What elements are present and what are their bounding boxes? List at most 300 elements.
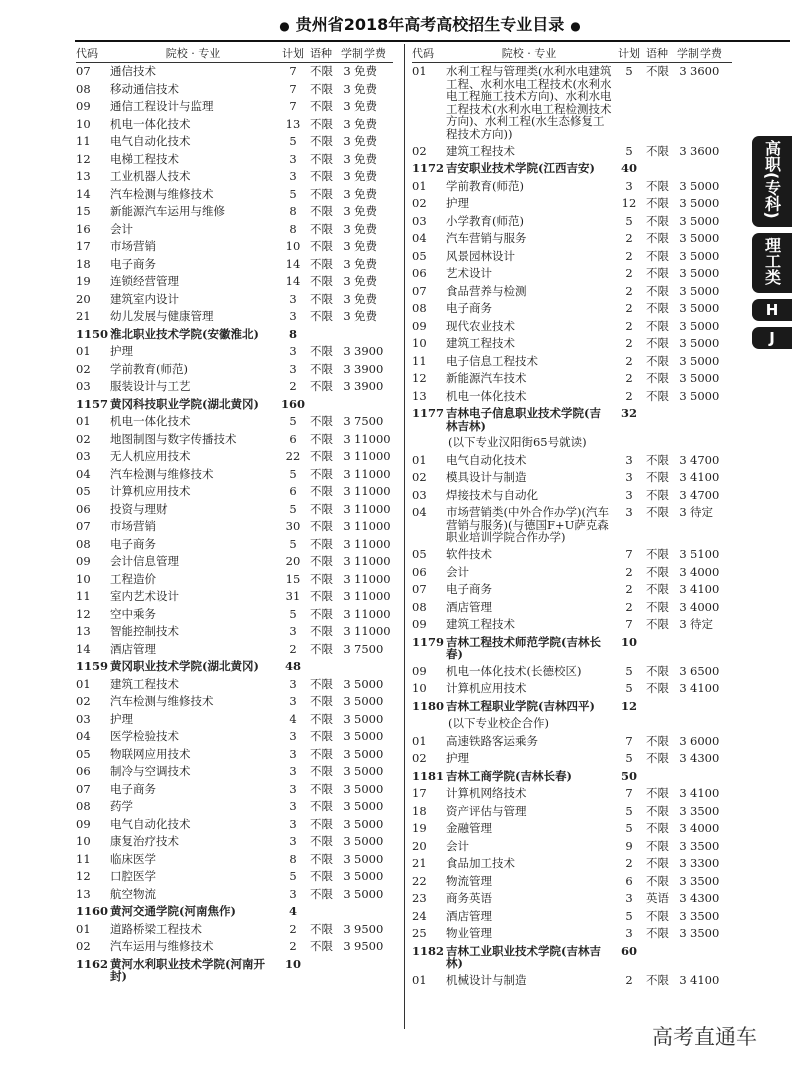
row-fee: 免费 (354, 291, 377, 306)
table-row (76, 168, 393, 186)
table-row (412, 890, 732, 908)
row-code: 06 (412, 564, 427, 579)
row-years: 3 (679, 388, 687, 403)
table-row (76, 518, 393, 536)
table-row (412, 265, 732, 283)
row-plan: 3 (289, 781, 297, 796)
table-row (76, 151, 393, 169)
row-lang: 不限 (310, 221, 333, 236)
row-code: 07 (76, 781, 91, 796)
row-lang: 不限 (646, 64, 669, 78)
table-row (76, 938, 393, 956)
row-code: 05 (76, 484, 91, 498)
row-years: 3 (679, 266, 687, 281)
row-years: 3 (343, 81, 351, 96)
column-divider (404, 44, 405, 1029)
row-plan: 3 (289, 694, 297, 708)
row-years: 3 (343, 519, 351, 533)
row-plan: 3 (625, 178, 633, 193)
row-name: 口腔医学 (110, 869, 156, 883)
table-row (76, 868, 393, 886)
table-row (412, 820, 732, 838)
row-name: 吉林工程技术师范学院(吉林长春) (446, 634, 601, 662)
row-name: (以下专业校企合作) (448, 716, 549, 731)
row-name: 机电一体化技术 (110, 414, 191, 428)
row-code: 05 (76, 746, 91, 761)
row-code: 19 (76, 274, 91, 288)
row-code: 09 (412, 617, 427, 632)
row-code: 1179 (412, 634, 445, 649)
row-code: 01 (76, 921, 91, 936)
row-fee: 4100 (690, 681, 720, 696)
row-plan: 5 (289, 414, 297, 428)
row-plan: 60 (620, 943, 637, 958)
row-fee: 11000 (354, 624, 391, 638)
row-plan: 14 (285, 274, 301, 288)
row-name: 会计 (446, 838, 469, 853)
row-lang: 不限 (646, 178, 669, 193)
row-lang: 不限 (646, 143, 669, 158)
table-row (76, 676, 393, 694)
header-years: 学制 (341, 47, 363, 60)
row-fee: 4100 (690, 972, 720, 987)
school-row (76, 396, 393, 414)
row-plan: 40 (620, 161, 637, 176)
table-row (76, 483, 393, 501)
row-plan: 5 (625, 751, 633, 766)
row-plan: 20 (285, 554, 301, 568)
row-name: 建筑工程技术 (446, 336, 515, 351)
row-name: 现代农业技术 (446, 318, 515, 333)
row-lang: 不限 (310, 81, 333, 96)
row-lang: 不限 (310, 729, 333, 743)
row-fee: 免费 (354, 309, 377, 323)
row-years: 3 (343, 449, 351, 463)
row-lang: 不限 (646, 663, 669, 678)
row-years: 3 (679, 64, 687, 78)
row-code: 11 (76, 851, 91, 866)
header-years: 学制 (677, 47, 699, 60)
side-tabs (752, 136, 800, 349)
school-row (412, 160, 732, 178)
row-name: 电子商务 (446, 301, 492, 316)
table-row (76, 256, 393, 274)
row-plan: 3 (289, 291, 297, 306)
row-name: 软件技术 (446, 547, 492, 562)
row-years: 3 (343, 344, 351, 358)
row-years: 3 (343, 291, 351, 306)
row-years: 3 (679, 838, 687, 853)
row-name: 黄河水利职业技术学院(河南开封) (110, 956, 265, 984)
row-fee: 4100 (690, 786, 720, 801)
row-code: 02 (412, 143, 427, 158)
school-row (76, 326, 393, 344)
row-years: 3 (343, 799, 351, 813)
row-code: 1181 (412, 768, 445, 783)
row-name: 电气自动化技术 (110, 816, 191, 831)
table-row (412, 564, 732, 582)
tab-letter-h[interactable]: H (752, 299, 792, 321)
row-plan: 2 (625, 582, 633, 597)
row-lang: 不限 (646, 926, 669, 941)
row-lang: 不限 (310, 466, 333, 481)
row-lang: 不限 (310, 501, 333, 516)
row-lang: 不限 (310, 344, 333, 358)
table-row (412, 581, 732, 599)
row-fee: 免费 (354, 256, 377, 271)
row-name: 机械设计与制造 (446, 972, 527, 987)
row-code: 10 (412, 336, 427, 351)
row-code: 11 (412, 353, 427, 368)
row-fee: 5000 (354, 834, 384, 848)
row-plan: 3 (289, 676, 297, 691)
table-row (412, 855, 732, 873)
row-lang: 不限 (310, 746, 333, 761)
table-row (76, 273, 393, 291)
row-code: 02 (76, 694, 91, 708)
row-lang: 不限 (646, 248, 669, 263)
row-name: 市场营销类(中外合作办学)(汽车营销与服务)(与德国F+U萨克森职业培训学院合作办学) (446, 505, 609, 545)
row-lang: 不限 (310, 379, 333, 393)
table-row (76, 921, 393, 939)
row-code: 15 (76, 204, 91, 218)
row-fee: 6500 (690, 663, 720, 678)
row-name: 道路桥梁工程技术 (110, 921, 202, 936)
row-code: 03 (412, 487, 427, 502)
row-name: 淮北职业技术学院(安徽淮北) (110, 326, 259, 341)
table-row (412, 335, 732, 353)
table-row (76, 746, 393, 764)
row-plan: 3 (625, 487, 633, 502)
row-name: 水利工程与管理类(水利水电建筑工程、水利水电工程技术(水利水电工程施工技术方向)、水利水电工程技术(水利水电工程检测技术方向)、水利工程(水生态修复工程技术方向)) (446, 64, 612, 141)
row-lang: 不限 (646, 856, 669, 871)
tab-gaozhi[interactable]: 高职(专科) (752, 136, 792, 227)
row-fee: 免费 (354, 274, 377, 288)
row-years: 3 (679, 599, 687, 614)
row-plan: 2 (625, 283, 633, 298)
row-name: 高速铁路客运乘务 (446, 733, 538, 748)
row-lang: 不限 (646, 266, 669, 281)
row-fee: 5000 (354, 711, 384, 726)
table-row (76, 203, 393, 221)
row-code: 09 (76, 99, 91, 113)
table-row (412, 195, 732, 213)
row-fee: 5000 (354, 781, 384, 796)
row-code: 20 (412, 838, 427, 853)
row-name: 幼儿发展与健康管理 (110, 309, 214, 323)
row-years: 3 (343, 921, 351, 936)
table-row (412, 616, 732, 634)
row-plan: 2 (625, 248, 633, 263)
row-code: 13 (76, 624, 91, 638)
row-name: 电子商务 (110, 536, 156, 551)
row-lang: 不限 (310, 204, 333, 218)
bullet-icon: ● (570, 19, 581, 33)
row-name: 护理 (110, 344, 133, 358)
row-fee: 11000 (354, 431, 391, 446)
row-name: 护理 (446, 196, 469, 211)
row-name: 汽车检测与维修技术 (110, 186, 214, 201)
table-row (76, 606, 393, 624)
row-years: 3 (343, 606, 351, 621)
row-plan: 30 (285, 519, 301, 533)
row-code: 03 (412, 213, 427, 228)
row-lang: 不限 (310, 589, 333, 603)
row-plan: 3 (289, 746, 297, 761)
row-fee: 6000 (690, 733, 720, 748)
row-plan: 2 (625, 371, 633, 386)
row-years: 3 (343, 694, 351, 708)
row-name: 艺术设计 (446, 266, 492, 281)
tab-ligong[interactable]: 理工类 (752, 233, 792, 293)
header-name: 院校 · 专业 (165, 47, 221, 60)
row-name: 黄冈科技职业学院(湖北黄冈) (110, 396, 259, 411)
row-code: 12 (76, 606, 91, 621)
row-code: 06 (76, 501, 91, 516)
row-name: 电气自动化技术 (110, 134, 191, 148)
table-row (76, 728, 393, 746)
row-years: 3 (343, 239, 351, 253)
row-years: 3 (679, 803, 687, 818)
table-row (76, 63, 393, 81)
row-code: 18 (412, 803, 427, 818)
row-name: 连锁经营管理 (110, 274, 179, 288)
row-plan: 2 (289, 379, 297, 393)
table-row (412, 546, 732, 564)
row-code: 11 (76, 589, 91, 603)
table-row (412, 663, 732, 681)
row-years: 3 (343, 711, 351, 726)
row-name: 新能源汽车运用与维修 (110, 204, 225, 218)
page-header (70, 10, 790, 40)
row-plan: 2 (625, 318, 633, 333)
row-lang: 不限 (310, 519, 333, 533)
row-code: 1180 (412, 698, 445, 713)
row-years: 3 (343, 816, 351, 831)
row-years: 3 (679, 681, 687, 696)
row-lang: 不限 (310, 116, 333, 131)
table-row (412, 838, 732, 856)
row-plan: 6 (289, 484, 297, 498)
row-name: 工业机器人技术 (110, 169, 191, 183)
row-years: 3 (679, 318, 687, 333)
table-row (76, 221, 393, 239)
row-code: 20 (76, 291, 91, 306)
row-code: 02 (412, 751, 427, 766)
row-code: 09 (412, 663, 427, 678)
row-fee: 免费 (354, 169, 377, 183)
row-name: 电子商务 (446, 582, 492, 597)
row-name: 电子商务 (110, 256, 156, 271)
row-code: 01 (412, 452, 427, 467)
row-code: 1182 (412, 943, 445, 958)
row-lang: 不限 (310, 921, 333, 936)
tab-letter-j[interactable]: J (752, 327, 792, 349)
header-rule (75, 40, 790, 42)
row-name: 康复治疗技术 (110, 834, 179, 848)
row-years: 3 (679, 336, 687, 351)
row-years: 3 (679, 178, 687, 193)
table-row (412, 283, 732, 301)
table-row (76, 553, 393, 571)
row-code: 1177 (412, 406, 445, 421)
row-years: 3 (343, 554, 351, 568)
row-plan: 7 (289, 81, 297, 96)
row-fee: 11000 (354, 554, 391, 568)
row-name: 小学教育(师范) (446, 213, 524, 228)
row-name: 药学 (110, 799, 133, 813)
row-code: 05 (412, 248, 427, 263)
left-table-body (76, 63, 393, 985)
row-name: 吉林工商学院(吉林长春) (446, 768, 572, 783)
row-lang: 不限 (310, 939, 333, 953)
row-years: 3 (343, 746, 351, 761)
row-years: 3 (679, 452, 687, 467)
row-years: 3 (679, 972, 687, 987)
row-years: 3 (679, 248, 687, 263)
header-plan: 计划 (618, 47, 640, 60)
row-fee: 11000 (354, 606, 391, 621)
row-code: 07 (412, 283, 427, 298)
row-name: 新能源汽车技术 (446, 371, 527, 386)
row-plan: 5 (289, 134, 297, 148)
table-row (412, 803, 732, 821)
row-plan: 3 (289, 729, 297, 743)
row-fee: 免费 (354, 151, 377, 166)
row-years: 3 (679, 547, 687, 562)
row-code: 08 (76, 81, 91, 96)
row-fee: 4300 (690, 891, 720, 906)
table-row (412, 908, 732, 926)
row-lang: 不限 (310, 64, 333, 78)
row-plan: 3 (289, 309, 297, 323)
row-name: 投资与理财 (110, 501, 168, 516)
table-row (76, 851, 393, 869)
row-code: 19 (412, 821, 427, 836)
row-plan: 5 (289, 869, 297, 883)
school-row (412, 768, 732, 786)
table-row (412, 230, 732, 248)
row-fee: 5000 (690, 283, 720, 298)
row-plan: 3 (625, 470, 633, 485)
table-row (76, 798, 393, 816)
row-code: 10 (412, 681, 427, 696)
row-fee: 4700 (690, 487, 720, 502)
row-fee: 3600 (690, 143, 720, 158)
row-code: 1150 (76, 326, 109, 341)
row-code: 21 (76, 309, 91, 323)
row-fee: 3500 (690, 926, 720, 941)
row-plan: 2 (289, 939, 297, 953)
row-name: 资产评估与管理 (446, 803, 527, 818)
row-fee: 3900 (354, 344, 384, 358)
row-fee: 5000 (690, 178, 720, 193)
row-code: 05 (412, 547, 427, 562)
header-lang: 语种 (310, 47, 332, 60)
row-code: 13 (76, 886, 91, 901)
row-name: 移动通信技术 (110, 81, 179, 96)
row-fee: 4100 (690, 582, 720, 597)
table-row (76, 641, 393, 659)
row-fee: 免费 (354, 239, 377, 253)
row-name: 学前教育(师范) (446, 178, 524, 193)
row-name: 汽车检测与维修技术 (110, 694, 214, 708)
row-code: 08 (412, 301, 427, 316)
table-row (412, 143, 732, 161)
row-plan: 5 (625, 821, 633, 836)
table-row (76, 571, 393, 589)
row-years: 3 (343, 151, 351, 166)
row-plan: 2 (625, 231, 633, 246)
row-code: 08 (76, 536, 91, 551)
row-years: 3 (679, 564, 687, 579)
row-plan: 4 (288, 904, 297, 918)
row-plan: 7 (625, 547, 633, 562)
row-lang: 不限 (646, 336, 669, 351)
row-fee: 3300 (690, 856, 720, 871)
row-lang: 不限 (646, 505, 669, 520)
row-name: 电梯工程技术 (110, 151, 179, 166)
row-years: 3 (679, 582, 687, 597)
row-code: 13 (412, 388, 427, 403)
row-name: 商务英语 (446, 891, 492, 906)
row-plan: 10 (285, 239, 301, 253)
row-plan: 3 (289, 816, 297, 831)
row-years: 3 (343, 256, 351, 271)
row-plan: 3 (289, 361, 297, 376)
row-code: 01 (76, 414, 91, 428)
row-lang: 不限 (310, 571, 333, 586)
table-row (412, 873, 732, 891)
row-fee: 11000 (354, 536, 391, 551)
row-years: 3 (343, 501, 351, 516)
row-lang: 不限 (310, 624, 333, 638)
row-plan: 2 (625, 856, 633, 871)
row-years: 3 (679, 353, 687, 368)
row-code: 24 (412, 908, 427, 923)
row-name: 临床医学 (110, 851, 156, 866)
row-code: 07 (76, 519, 91, 533)
table-row (412, 248, 732, 266)
row-years: 3 (343, 764, 351, 778)
row-years: 3 (679, 470, 687, 485)
table-row (76, 98, 393, 116)
row-lang: 不限 (310, 309, 333, 323)
table-row (412, 213, 732, 231)
row-name: 计算机应用技术 (446, 681, 527, 696)
row-plan: 2 (625, 266, 633, 281)
row-plan: 6 (289, 431, 297, 446)
row-name: 黄冈职业技术学院(湖北黄冈) (110, 659, 259, 673)
row-years: 3 (343, 624, 351, 638)
row-fee: 3500 (690, 803, 720, 818)
row-years: 3 (679, 821, 687, 836)
table-row (76, 238, 393, 256)
row-lang: 不限 (310, 536, 333, 551)
row-years: 3 (343, 484, 351, 498)
row-name: 建筑室内设计 (110, 291, 179, 306)
table-row (412, 388, 732, 406)
row-plan: 3 (625, 891, 633, 906)
row-name: 建筑工程技术 (446, 143, 515, 158)
table-row (76, 431, 393, 449)
row-lang: 不限 (646, 786, 669, 801)
row-name: 电子商务 (110, 781, 156, 796)
page-title: 贵州省2018年高考高校招生专业目录 (295, 15, 565, 34)
row-code: 14 (76, 186, 91, 201)
row-name: 会计信息管理 (110, 554, 179, 568)
row-code: 07 (412, 582, 427, 597)
